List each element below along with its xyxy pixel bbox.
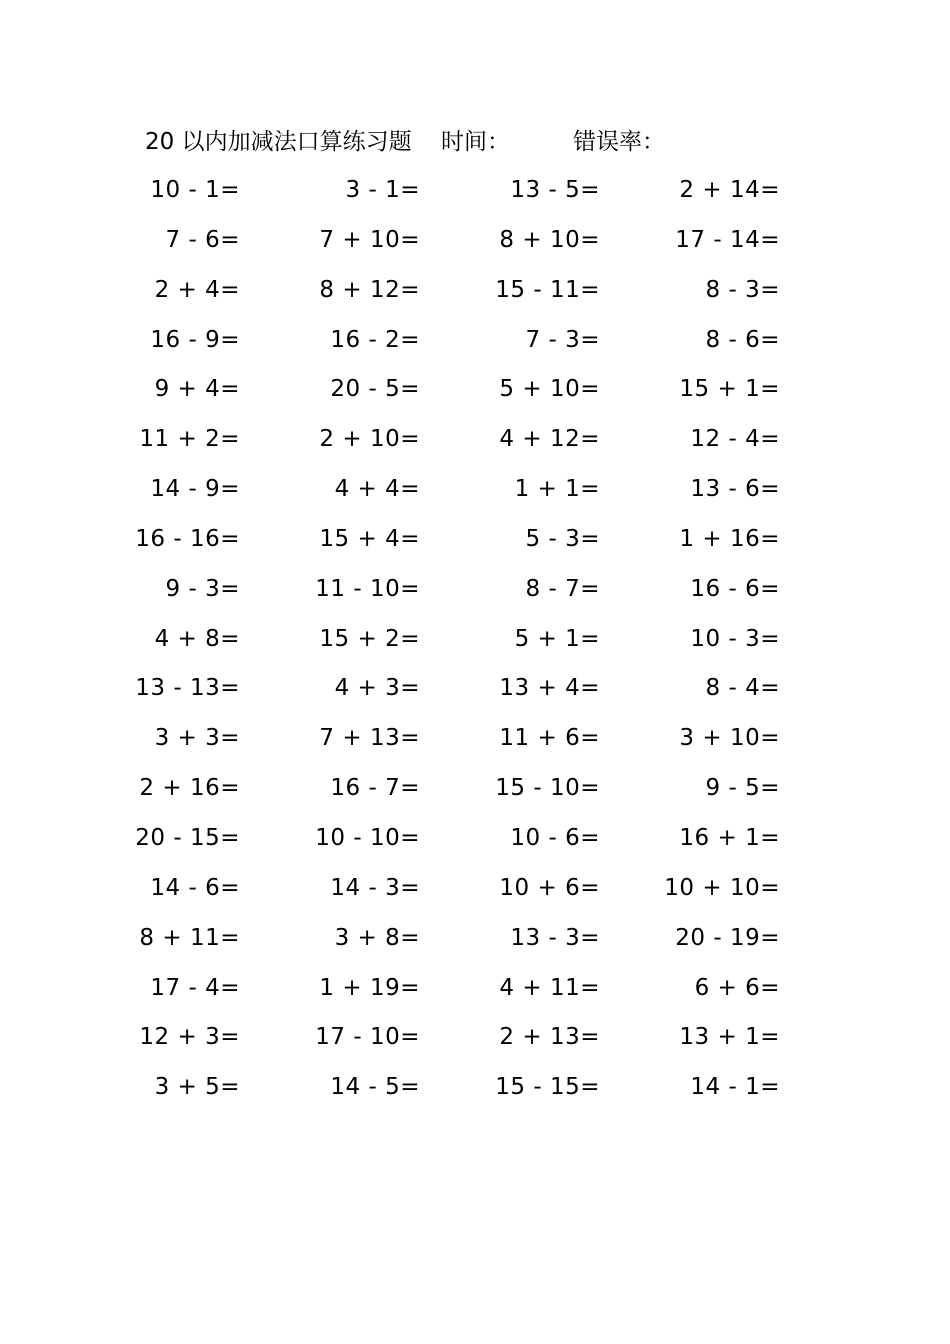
problem-r5-c3: 5 + 10= xyxy=(499,376,600,403)
problem-r11-c4: 8 - 4= xyxy=(705,675,780,702)
problem-r3-c3: 15 - 11= xyxy=(495,276,600,303)
problem-r8-c1: 16 - 16= xyxy=(135,525,240,552)
problem-r3-c2: 8 + 12= xyxy=(319,276,420,303)
problem-r10-c1: 4 + 8= xyxy=(154,625,240,652)
problem-r12-c1: 3 + 3= xyxy=(154,725,240,752)
problem-r13-c4: 9 - 5= xyxy=(705,775,780,802)
problem-r8-c4: 1 + 16= xyxy=(679,525,780,552)
problem-r2-c2: 7 + 10= xyxy=(319,226,420,253)
problem-r18-c3: 2 + 13= xyxy=(499,1024,600,1051)
problem-r13-c2: 16 - 7= xyxy=(330,775,420,802)
problem-r4-c1: 16 - 9= xyxy=(150,326,240,353)
problem-r2-c4: 17 - 14= xyxy=(675,226,780,253)
problem-r8-c3: 5 - 3= xyxy=(525,525,600,552)
problem-r6-c1: 11 + 2= xyxy=(139,426,240,453)
error-rate-label: 错误率： xyxy=(573,129,665,155)
problem-r9-c4: 16 - 6= xyxy=(690,575,780,602)
problem-r11-c3: 13 + 4= xyxy=(499,675,600,702)
problem-r10-c3: 5 + 1= xyxy=(514,625,600,652)
problem-r14-c3: 10 - 6= xyxy=(510,824,600,851)
problem-r4-c4: 8 - 6= xyxy=(705,326,780,353)
worksheet-title: 20 以内加减法口算练习题 xyxy=(145,129,412,155)
problem-r8-c2: 15 + 4= xyxy=(319,525,420,552)
problem-r13-c3: 15 - 10= xyxy=(495,775,600,802)
problem-r1-c2: 3 - 1= xyxy=(345,177,420,203)
problem-r19-c2: 14 - 5= xyxy=(330,1074,420,1101)
problem-r10-c4: 10 - 3= xyxy=(690,625,780,652)
problem-r17-c4: 6 + 6= xyxy=(694,974,780,1001)
problem-r6-c3: 4 + 12= xyxy=(499,426,600,453)
problem-r15-c1: 14 - 6= xyxy=(150,874,240,901)
problem-r3-c4: 8 - 3= xyxy=(705,276,780,303)
problem-r19-c4: 14 - 1= xyxy=(690,1074,780,1101)
problem-r12-c2: 7 + 13= xyxy=(319,725,420,752)
problem-r1-c3: 13 - 5= xyxy=(510,177,600,203)
problem-r18-c2: 17 - 10= xyxy=(315,1024,420,1051)
problem-r6-c4: 12 - 4= xyxy=(690,426,780,453)
problem-r13-c1: 2 + 16= xyxy=(139,775,240,802)
problem-r16-c3: 13 - 3= xyxy=(510,924,600,951)
problem-r18-c4: 13 + 1= xyxy=(679,1024,780,1051)
problem-r18-c1: 12 + 3= xyxy=(139,1024,240,1051)
problem-r17-c1: 17 - 4= xyxy=(150,974,240,1001)
problem-r4-c2: 16 - 2= xyxy=(330,326,420,353)
problem-r14-c4: 16 + 1= xyxy=(679,824,780,851)
problem-r5-c2: 20 - 5= xyxy=(330,376,420,403)
problem-r15-c2: 14 - 3= xyxy=(330,874,420,901)
problem-r3-c1: 2 + 4= xyxy=(154,276,240,303)
problem-r6-c2: 2 + 10= xyxy=(319,426,420,453)
problem-r7-c3: 1 + 1= xyxy=(514,476,600,503)
problem-r7-c1: 14 - 9= xyxy=(150,476,240,503)
problem-r5-c4: 15 + 1= xyxy=(679,376,780,403)
problem-r1-c4: 2 + 14= xyxy=(679,177,780,203)
problem-r16-c1: 8 + 11= xyxy=(139,924,240,951)
problem-r2-c1: 7 - 6= xyxy=(165,226,240,253)
problem-r16-c2: 3 + 8= xyxy=(334,924,420,951)
problem-r9-c2: 11 - 10= xyxy=(315,575,420,602)
problem-r15-c3: 10 + 6= xyxy=(499,874,600,901)
problem-r2-c3: 8 + 10= xyxy=(499,226,600,253)
problem-r14-c1: 20 - 15= xyxy=(135,824,240,851)
problem-r11-c1: 13 - 13= xyxy=(135,675,240,702)
problem-r1-c1: 10 - 1= xyxy=(150,177,240,203)
problem-r15-c4: 10 + 10= xyxy=(664,874,780,901)
problem-r4-c3: 7 - 3= xyxy=(525,326,600,353)
problem-r12-c3: 11 + 6= xyxy=(499,725,600,752)
problem-r9-c3: 8 - 7= xyxy=(525,575,600,602)
problem-r7-c2: 4 + 4= xyxy=(334,476,420,503)
problem-r5-c1: 9 + 4= xyxy=(154,376,240,403)
problem-r10-c2: 15 + 2= xyxy=(319,625,420,652)
time-label: 时间： xyxy=(441,129,510,155)
worksheet-header xyxy=(145,124,845,160)
problem-r14-c2: 10 - 10= xyxy=(315,824,420,851)
problem-r19-c3: 15 - 15= xyxy=(495,1074,600,1101)
problem-grid xyxy=(130,166,810,1113)
problem-r7-c4: 13 - 6= xyxy=(690,476,780,503)
problem-r16-c4: 20 - 19= xyxy=(675,924,780,951)
problem-r9-c1: 9 - 3= xyxy=(165,575,240,602)
problem-r19-c1: 3 + 5= xyxy=(154,1074,240,1101)
problem-r12-c4: 3 + 10= xyxy=(679,725,780,752)
problem-r17-c2: 1 + 19= xyxy=(319,974,420,1001)
problem-r11-c2: 4 + 3= xyxy=(334,675,420,702)
problem-r17-c3: 4 + 11= xyxy=(499,974,600,1001)
